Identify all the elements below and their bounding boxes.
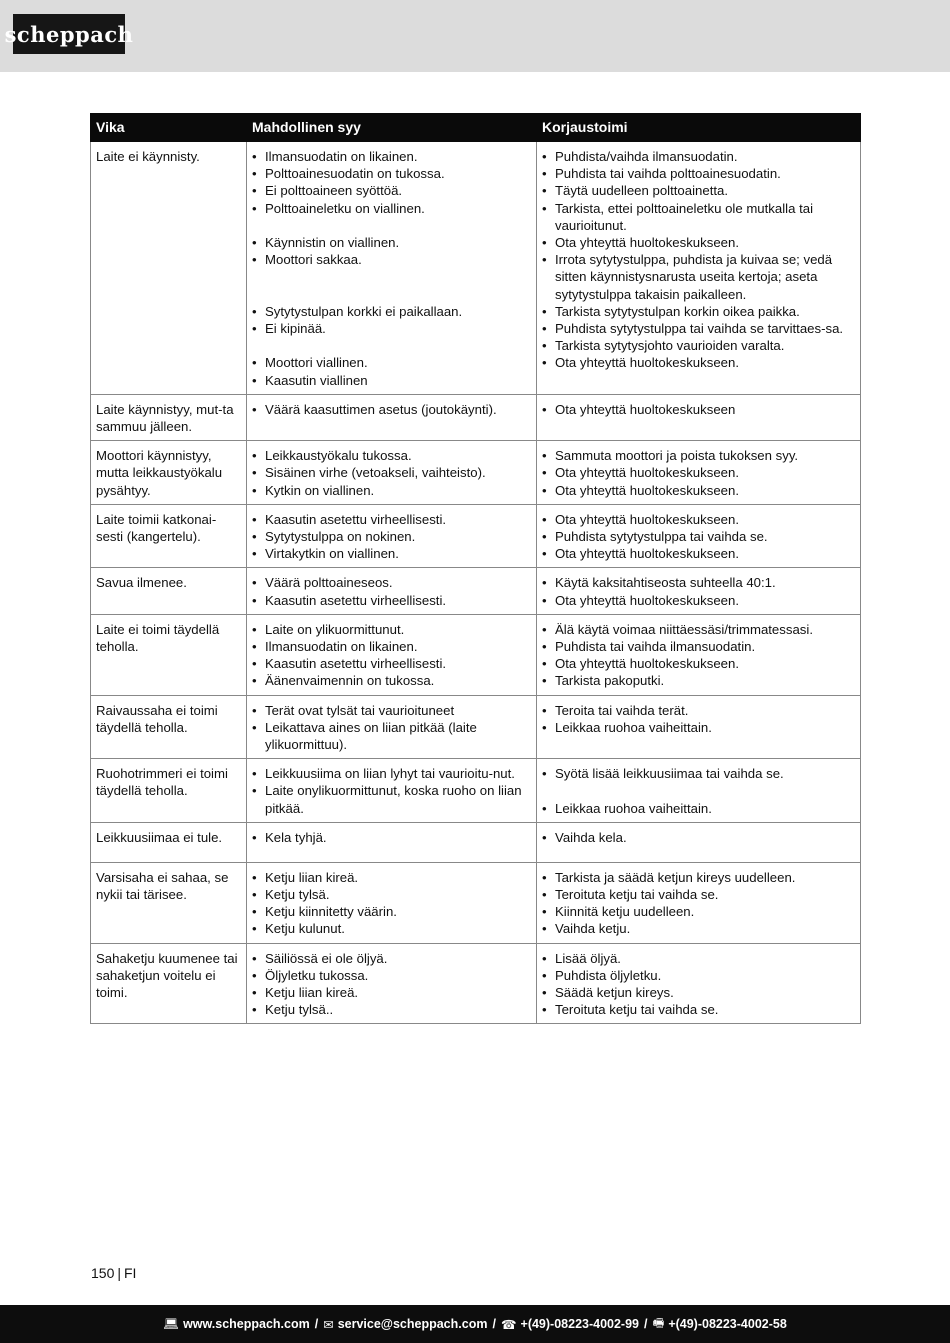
- list-item-text: Kaasutin asetettu virheellisesti.: [265, 511, 447, 527]
- list-item-text: Puhdista tai vaihda polttoainesuodatin.: [555, 166, 781, 182]
- footer-separator: /: [644, 1317, 648, 1331]
- list-item: • Äänenvaimennin on tukossa.: [252, 672, 532, 689]
- list-item-text: Sytytystulpan korkki ei paikallaan.: [265, 303, 463, 319]
- cause-cell: [247, 862, 537, 943]
- fault-cell: Ruohotrimmeri ei toimi täydellä teholla.: [91, 759, 247, 823]
- list-item: • Leikkaa ruohoa vaiheittain.: [542, 800, 856, 817]
- list-item-text: Tarkista pakoputki.: [555, 673, 665, 689]
- list-item: • Öljyletku tukossa.: [252, 967, 532, 984]
- page-number-value: 150: [91, 1265, 115, 1281]
- list-item-text: Ei polttoaineen syöttöä.: [265, 183, 403, 199]
- list-item: • Väärä polttoaineseos.: [252, 574, 532, 591]
- list-item-text: Virtakytkin on viallinen.: [265, 546, 399, 562]
- action-cell: [537, 394, 861, 440]
- list-item: • Terät ovat tylsät tai vaurioituneet: [252, 702, 532, 719]
- list-item: • Polttoaineletku on viallinen.: [252, 200, 532, 217]
- list-item: • Ketju tylsä..: [252, 1001, 532, 1018]
- list-item: • Teroituta ketju tai vaihda se.: [542, 1001, 856, 1018]
- list-item-text: Ketju liian kireä.: [265, 985, 359, 1001]
- page-language: FI: [124, 1265, 137, 1281]
- table-row: [91, 822, 861, 862]
- fault-cell: Moottori käynnistyy, mutta leikkaustyökalu pysähtyy.: [91, 441, 247, 505]
- list-item: • Puhdista öljyletku.: [542, 967, 856, 984]
- list-item-text: Teroituta ketju tai vaihda se.: [555, 887, 719, 903]
- list-item-text: Ota yhteyttä huoltokeskukseen.: [555, 465, 740, 481]
- list-item: • Täytä uudelleen polttoainetta.: [542, 182, 856, 199]
- list-item: • Säiliössä ei ole öljyä.: [252, 950, 532, 967]
- list-item-text: Polttoainesuodatin on tukossa.: [265, 166, 445, 182]
- list-item: • Laite onylikuormittunut, koska ruoho on liian pitkää.: [252, 782, 532, 816]
- list-item: • Ota yhteyttä huoltokeskukseen.: [542, 482, 856, 499]
- list-item-text: Tarkista ja säädä ketjun kireys uudelleen.: [555, 869, 796, 885]
- column-header-fault: Vika: [91, 114, 247, 142]
- list-item: • Tarkista sytytystulpan korkin oikea paikka.: [542, 303, 856, 320]
- list-item: • Ota yhteyttä huoltokeskukseen: [542, 401, 856, 418]
- list-item: • Ota yhteyttä huoltokeskukseen.: [542, 464, 856, 481]
- action-cell: [537, 822, 861, 862]
- footer-separator: /: [314, 1317, 319, 1331]
- table-row: [91, 568, 861, 614]
- list-item-text: Sisäinen virhe (vetoakseli, vaihteisto).: [265, 465, 486, 481]
- list-item-text: Ketju tylsä.: [265, 887, 330, 903]
- list-item-text: Puhdista sytytystulppa tai vaihda se tarvittaes-sa.: [555, 321, 844, 337]
- brand-logo: scheppach: [13, 14, 125, 54]
- list-item: • Teroita tai vaihda terät.: [542, 702, 856, 719]
- list-item-text: Leikkaa ruohoa vaiheittain.: [555, 800, 712, 816]
- list-item: • Käytä kaksitahtiseosta suhteella 40:1.: [542, 574, 856, 591]
- list-item: • Laite on ylikuormittunut.: [252, 621, 532, 638]
- fault-cell: Raivaussaha ei toimi täydellä teholla.: [91, 695, 247, 759]
- list-item: • Kytkin on viallinen.: [252, 482, 532, 499]
- list-item-text: Moottori viallinen.: [265, 355, 368, 371]
- list-item: • Ilmansuodatin on likainen.: [252, 638, 532, 655]
- action-cell: [537, 504, 861, 568]
- table-row: [91, 759, 861, 823]
- column-header-cause: Mahdollinen syy: [247, 114, 537, 142]
- action-cell: [537, 695, 861, 759]
- table-row: [91, 695, 861, 759]
- list-item: • Ketju kiinnitetty väärin.: [252, 903, 532, 920]
- cause-cell: [247, 943, 537, 1024]
- list-item: • Ota yhteyttä huoltokeskukseen.: [542, 511, 856, 528]
- list-item-text: Puhdista sytytystulppa tai vaihda se.: [555, 529, 768, 545]
- list-item: • Kiinnitä ketju uudelleen.: [542, 903, 856, 920]
- list-item-text: Laite on ylikuormittunut.: [265, 621, 405, 637]
- list-item: • Tarkista ja säädä ketjun kireys uudelleen.: [542, 869, 856, 886]
- list-item-text: Säädä ketjun kireys.: [555, 985, 674, 1001]
- list-item-text: Ilmansuodatin on likainen.: [265, 149, 418, 164]
- list-item: • Sisäinen virhe (vetoakseli, vaihteisto).: [252, 464, 532, 481]
- troubleshooting-table: [90, 113, 861, 1024]
- list-item-text: Täytä uudelleen polttoainetta.: [555, 183, 729, 199]
- list-item: • Puhdista/vaihda ilmansuodatin.: [542, 148, 856, 165]
- list-item: • Teroituta ketju tai vaihda se.: [542, 886, 856, 903]
- list-item-text: Ilmansuodatin on likainen.: [265, 639, 418, 655]
- table-row: [91, 943, 861, 1024]
- action-cell: [537, 568, 861, 614]
- list-item-text: Käytä kaksitahtiseosta suhteella 40:1.: [555, 575, 776, 591]
- list-item-text: Ota yhteyttä huoltokeskukseen.: [555, 546, 740, 562]
- list-item: • Ei kipinää.: [252, 320, 532, 337]
- list-item-text: Laite onylikuormittunut, koska ruoho on liian pitkää.: [265, 783, 522, 816]
- list-item-text: Ota yhteyttä huoltokeskukseen.: [555, 511, 740, 527]
- footer-website-link[interactable]: www.scheppach.com: [183, 1317, 310, 1331]
- list-item: • Kaasutin asetettu virheellisesti.: [252, 655, 532, 672]
- list-item-text: Sammuta moottori ja poista tukoksen syy.: [555, 448, 799, 464]
- action-cell: [537, 943, 861, 1024]
- envelope-icon: ✉︎: [323, 1317, 334, 1332]
- list-item-text: Ketju kiinnitetty väärin.: [265, 904, 397, 920]
- page-number: [91, 1265, 136, 1281]
- column-header-action: Korjaustoimi: [537, 114, 861, 142]
- list-item: • Tarkista, ettei polttoaineletku ole mutkalla tai vaurioitunut.: [542, 200, 856, 234]
- list-item: • Ota yhteyttä huoltokeskukseen.: [542, 655, 856, 672]
- action-cell: [537, 441, 861, 505]
- list-item-text: Ota yhteyttä huoltokeskukseen.: [555, 592, 740, 608]
- list-item-text: Puhdista öljyletku.: [555, 967, 662, 983]
- list-item-text: Leikkaa ruohoa vaiheittain.: [555, 719, 712, 735]
- footer-phone: +(49)-08223-4002-99: [520, 1317, 640, 1331]
- table-row: [91, 504, 861, 568]
- list-item: • Leikkaustyökalu tukossa.: [252, 447, 532, 464]
- list-item: • Puhdista tai vaihda polttoainesuodatin.: [542, 165, 856, 182]
- list-item: • Lisää öljyä.: [542, 950, 856, 967]
- list-item: • Kaasutin asetettu virheellisesti.: [252, 592, 532, 609]
- list-item: • Tarkista sytytysjohto vaurioiden varalta.: [542, 337, 856, 354]
- list-item: • Leikattava aines on liian pitkää (laite ylikuormittuu).: [252, 719, 532, 753]
- list-item-text: Ota yhteyttä huoltokeskukseen: [555, 401, 736, 417]
- page-number-separator: |: [117, 1265, 121, 1281]
- list-item-text: Syötä lisää leikkuusiimaa tai vaihda se.: [555, 766, 784, 782]
- fault-cell: Varsisaha ei sahaa, se nykii tai tärisee.: [91, 862, 247, 943]
- laptop-icon: 💻︎: [163, 1316, 180, 1331]
- list-item-text: Ota yhteyttä huoltokeskukseen.: [555, 355, 740, 371]
- list-item: • Polttoainesuodatin on tukossa.: [252, 165, 532, 182]
- fault-cell: Laite ei toimi täydellä teholla.: [91, 614, 247, 695]
- list-item-text: Tarkista sytytystulpan korkin oikea paikka.: [555, 303, 800, 319]
- list-item-text: Leikkuusiima on liian lyhyt tai vaurioitu-nut.: [265, 766, 515, 782]
- cause-cell: [247, 568, 537, 614]
- list-item-text: Ota yhteyttä huoltokeskukseen.: [555, 235, 740, 251]
- action-cell: [537, 862, 861, 943]
- list-item: • Vaihda ketju.: [542, 920, 856, 937]
- list-item: • Sammuta moottori ja poista tukoksen syy.: [542, 447, 856, 464]
- list-item: • Sytytystulppa on nokinen.: [252, 528, 532, 545]
- action-cell: [537, 759, 861, 823]
- list-item: • Ota yhteyttä huoltokeskukseen.: [542, 234, 856, 251]
- list-item: • Sytytystulpan korkki ei paikallaan.: [252, 303, 532, 320]
- list-item: • Kaasutin viallinen: [252, 372, 532, 389]
- list-item: • Ketju liian kireä.: [252, 869, 532, 886]
- list-item-text: Ei kipinää.: [265, 321, 326, 336]
- list-item-text: Väärä polttoaineseos.: [265, 575, 393, 591]
- fault-cell: Sahaketju kuumenee tai sahaketjun voitelu ei toimi.: [91, 943, 247, 1024]
- cause-cell: [247, 142, 537, 395]
- list-item: • Kela tyhjä.: [252, 829, 532, 846]
- list-item: • Ketju liian kireä.: [252, 984, 532, 1001]
- table-row: [91, 142, 861, 395]
- list-item-text: Leikattava aines on liian pitkää (laite ylikuormittuu).: [265, 719, 477, 753]
- list-item: • Ketju tylsä.: [252, 886, 532, 903]
- list-item: • Leikkaa ruohoa vaiheittain.: [542, 719, 856, 736]
- list-item: • Ei polttoaineen syöttöä.: [252, 182, 532, 199]
- list-item-text: Sytytystulppa on nokinen.: [265, 529, 416, 545]
- list-item-text: Vaihda ketju.: [555, 921, 631, 937]
- list-item-text: Ketju kulunut.: [265, 921, 345, 937]
- list-item-text: Säiliössä ei ole öljyä.: [265, 950, 388, 966]
- list-item: • Vaihda kela.: [542, 829, 856, 846]
- list-item: • Moottori sakkaa.: [252, 251, 532, 268]
- list-item-text: Väärä kaasuttimen asetus (joutokäynti).: [265, 401, 497, 417]
- list-item: • Moottori viallinen.: [252, 354, 532, 371]
- table-row: [91, 862, 861, 943]
- list-item-text: Irrota sytytystulppa, puhdista ja kuivaa se; vedä sitten käynnistysnarusta useita kertoja; aseta sytytystulppa takaisin paikalleen.: [555, 252, 833, 302]
- cause-cell: [247, 441, 537, 505]
- fault-cell: Laite ei käynnisty.: [91, 142, 247, 395]
- list-item-text: Tarkista sytytysjohto vaurioiden varalta.: [555, 338, 785, 354]
- list-item: • Puhdista sytytystulppa tai vaihda se.: [542, 528, 856, 545]
- page-header: [0, 0, 950, 72]
- list-item: • Irrota sytytystulppa, puhdista ja kuivaa se; vedä sitten käynnistysnarusta useita kertoja; aseta sytytystulppa takaisin paikalleen.: [542, 251, 856, 303]
- list-item-text: Vaihda kela.: [555, 829, 627, 845]
- list-item-text: Kaasutin asetettu virheellisesti.: [265, 592, 447, 608]
- phone-icon: ☎︎: [500, 1317, 517, 1332]
- list-item: • Tarkista pakoputki.: [542, 672, 856, 689]
- list-item-text: Teroita tai vaihda terät.: [555, 702, 689, 718]
- list-item-text: Puhdista/vaihda ilmansuodatin.: [555, 149, 738, 164]
- list-item-text: Kaasutin asetettu virheellisesti.: [265, 656, 447, 672]
- list-item-text: Terät ovat tylsät tai vaurioituneet: [265, 702, 455, 718]
- list-item-text: Älä käytä voimaa niittäessäsi/trimmatessasi.: [555, 621, 813, 637]
- fax-icon: 🖷︎: [652, 1315, 665, 1330]
- cause-cell: [247, 822, 537, 862]
- list-item-text: Teroituta ketju tai vaihda se.: [555, 1002, 719, 1018]
- fault-cell: Laite käynnistyy, mut-ta sammuu jälleen.: [91, 394, 247, 440]
- list-item-text: Puhdista tai vaihda ilmansuodatin.: [555, 639, 756, 655]
- list-item-text: Ketju liian kireä.: [265, 869, 359, 885]
- list-item-text: Ota yhteyttä huoltokeskukseen.: [555, 656, 740, 672]
- list-item-text: Polttoaineletku on viallinen.: [265, 200, 425, 216]
- list-item: • Syötä lisää leikkuusiimaa tai vaihda se.: [542, 765, 856, 782]
- list-item: • Käynnistin on viallinen.: [252, 234, 532, 251]
- list-item-text: Moottori sakkaa.: [265, 252, 362, 268]
- list-item-text: Öljyletku tukossa.: [265, 967, 369, 983]
- list-item: • Puhdista sytytystulppa tai vaihda se tarvittaes-sa.: [542, 320, 856, 337]
- table-header-row: [91, 114, 861, 142]
- list-item-text: Tarkista, ettei polttoaineletku ole mutkalla tai vaurioitunut.: [555, 200, 814, 233]
- cause-cell: [247, 695, 537, 759]
- cause-cell: [247, 759, 537, 823]
- action-cell: [537, 614, 861, 695]
- table-row: [91, 394, 861, 440]
- fault-cell: Laite toimii katkonai-sesti (kangertelu).: [91, 504, 247, 568]
- list-item-text: Kytkin on viallinen.: [265, 482, 375, 498]
- table-row: [91, 614, 861, 695]
- footer-separator: /: [492, 1317, 496, 1331]
- list-item: • Säädä ketjun kireys.: [542, 984, 856, 1001]
- list-item-text: Kela tyhjä.: [265, 829, 327, 845]
- fault-cell: Savua ilmenee.: [91, 568, 247, 614]
- list-item-text: Lisää öljyä.: [555, 950, 621, 966]
- list-item: • Ota yhteyttä huoltokeskukseen.: [542, 592, 856, 609]
- list-item-text: Ota yhteyttä huoltokeskukseen.: [555, 482, 740, 498]
- page-footer: [0, 1305, 950, 1343]
- list-item: • Virtakytkin on viallinen.: [252, 545, 532, 562]
- list-item-text: Käynnistin on viallinen.: [265, 235, 400, 250]
- cause-cell: [247, 614, 537, 695]
- action-cell: [537, 142, 861, 395]
- list-item: • Ilmansuodatin on likainen.: [252, 148, 532, 165]
- list-item: • Kaasutin asetettu virheellisesti.: [252, 511, 532, 528]
- list-item-text: Ketju tylsä..: [265, 1002, 334, 1018]
- list-item: • Ota yhteyttä huoltokeskukseen.: [542, 354, 856, 371]
- list-item-text: Kiinnitä ketju uudelleen.: [555, 904, 695, 920]
- table-row: [91, 441, 861, 505]
- list-item: • Ota yhteyttä huoltokeskukseen.: [542, 545, 856, 562]
- list-item: • Älä käytä voimaa niittäessäsi/trimmatessasi.: [542, 621, 856, 638]
- list-item-text: Äänenvaimennin on tukossa.: [265, 673, 435, 689]
- list-item: • Puhdista tai vaihda ilmansuodatin.: [542, 638, 856, 655]
- fault-cell: Leikkuusiimaa ei tule.: [91, 822, 247, 862]
- list-item-text: Kaasutin viallinen: [265, 372, 368, 388]
- cause-cell: [247, 504, 537, 568]
- list-item: • Leikkuusiima on liian lyhyt tai vaurioitu-nut.: [252, 765, 532, 782]
- footer-fax: +(49)-08223-4002-58: [668, 1317, 787, 1331]
- footer-email-link[interactable]: service@scheppach.com: [337, 1317, 488, 1331]
- list-item-text: Leikkaustyökalu tukossa.: [265, 448, 412, 464]
- cause-cell: [247, 394, 537, 440]
- list-item: • Ketju kulunut.: [252, 920, 532, 937]
- list-item: • Väärä kaasuttimen asetus (joutokäynti).: [252, 401, 532, 418]
